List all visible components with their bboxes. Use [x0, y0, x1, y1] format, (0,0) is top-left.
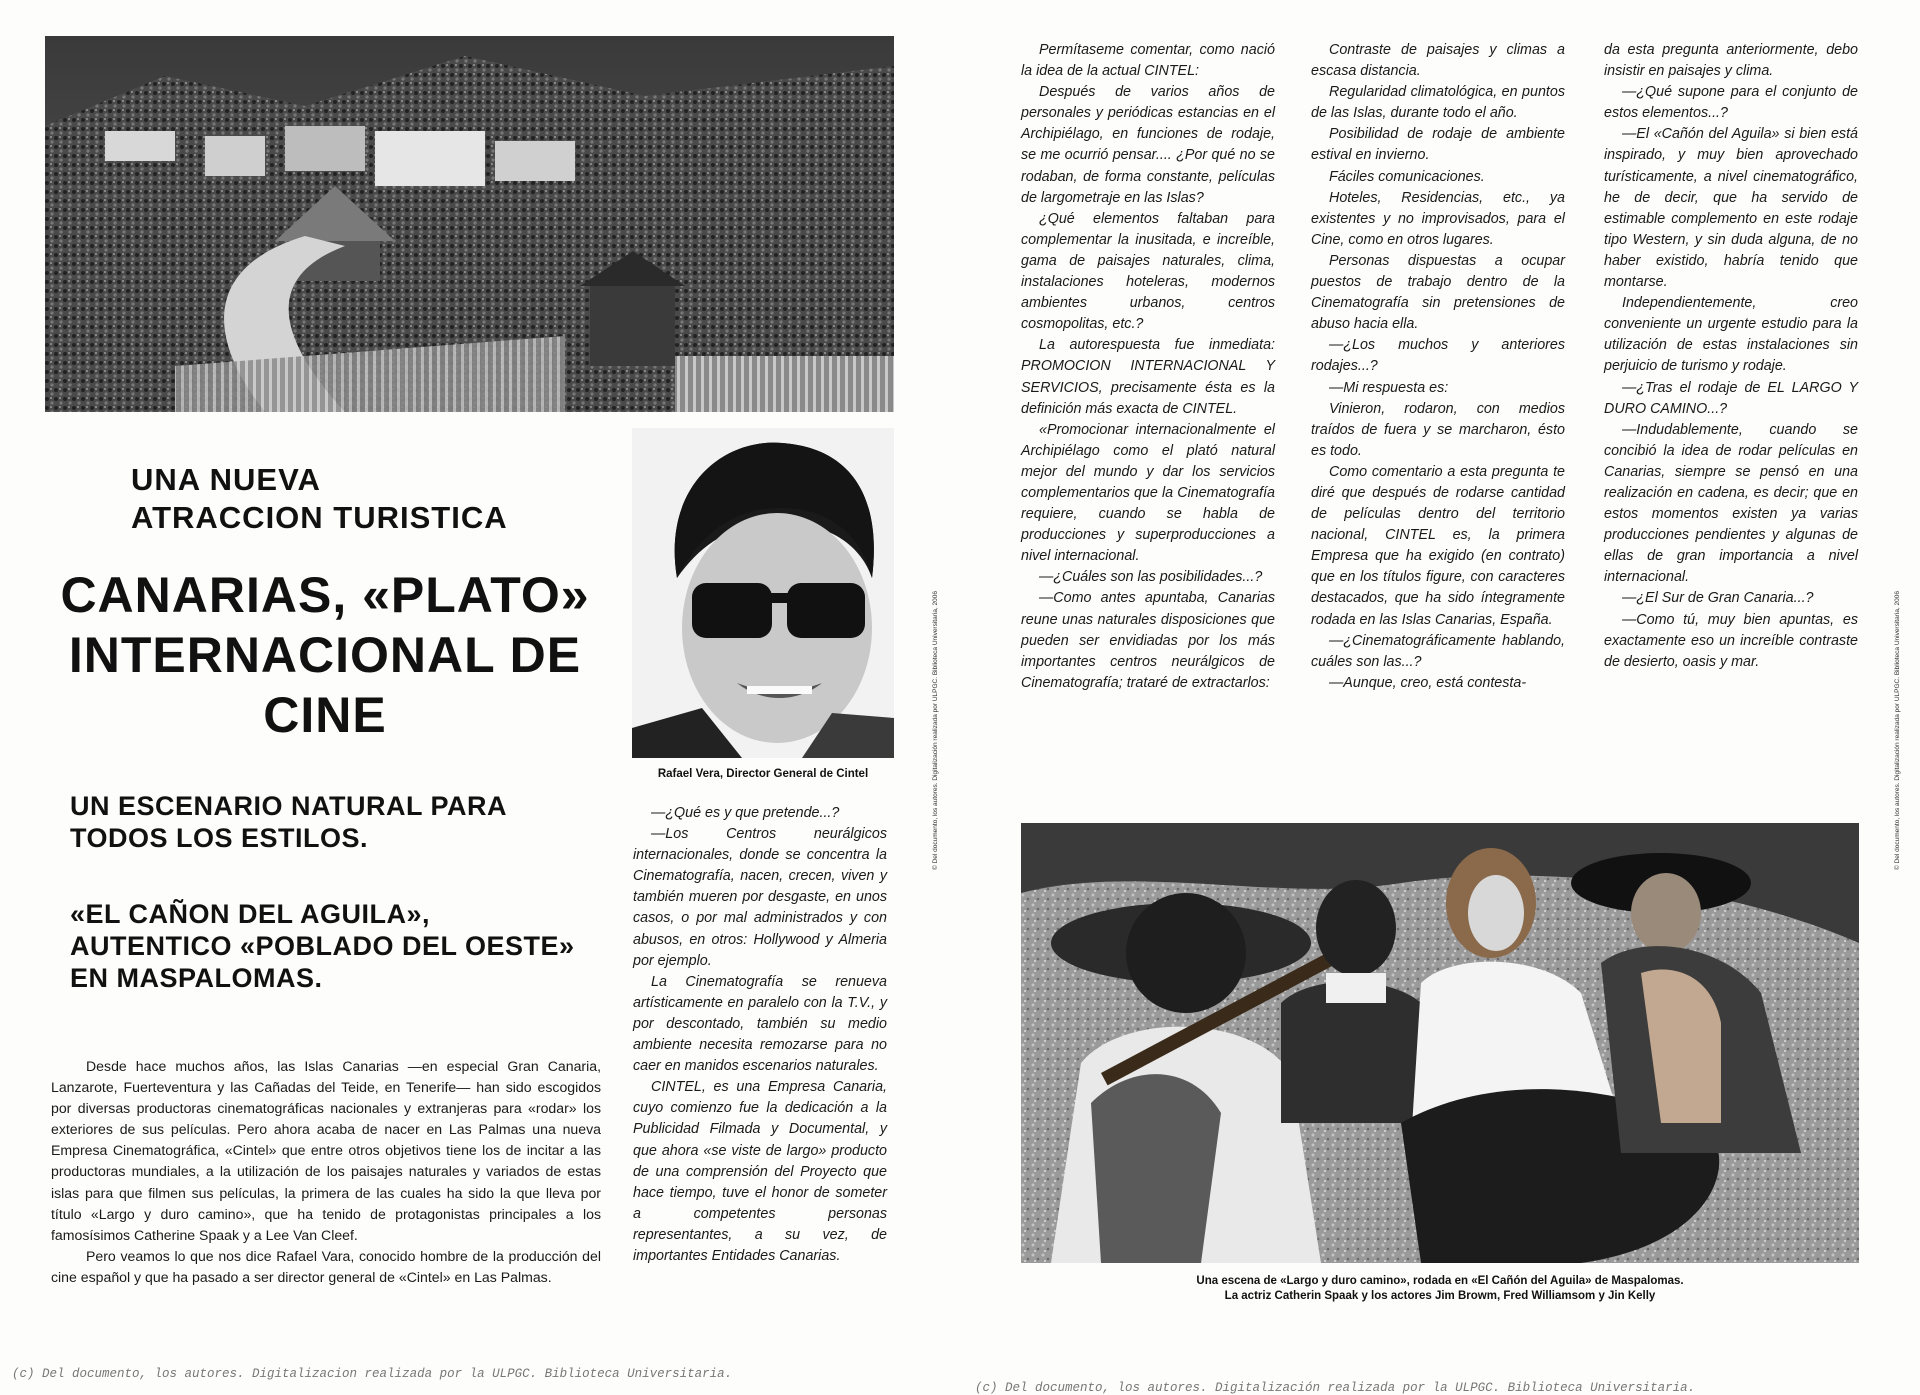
subtitle-2 — [70, 898, 610, 994]
kicker — [131, 461, 571, 537]
caption-line: Una escena de «Largo y duro camino», rodada en «El Cañón del Aguila» de Maspalomas. — [1196, 1275, 1684, 1287]
kicker-line: ATRACCION TURISTICA — [131, 500, 508, 535]
subtitle-line: «EL CAÑON DEL AGUILA», — [70, 899, 431, 929]
title-line: CINE — [263, 687, 387, 743]
portrait-caption: Rafael Vera, Director General de Cintel — [657, 768, 869, 780]
interview-column-2 — [1021, 40, 1275, 694]
interview-paragraph: —Como antes apuntaba, Canarias reune unas naturales disposiciones que pueden ser envidiadas por los más importantes centros neurálgicos de Cinematografía; trataré de extractarlos: — [1021, 590, 1275, 691]
film-scene-photo — [1021, 823, 1859, 1263]
interview-paragraph: «Promocionar internacionalmente el Archipiélago como el plató natural mejor del mundo y dar los servicios complementarios que la Cinematografía requiere, cuando se habla de producciones y superproducciones a nivel internacional. — [1021, 421, 1275, 565]
interview-paragraph: —¿Los muchos y anteriores rodajes...? — [1311, 337, 1565, 375]
interview-column-1 — [633, 803, 887, 1267]
title-line: INTERNACIONAL DE — [68, 627, 582, 683]
interview-paragraph: —Mi respuesta es: — [1329, 379, 1449, 396]
caption-line: La actriz Catherin Spaak y los actores Jim Browm, Fred Williamsom y Jin Kelly — [1224, 1290, 1656, 1302]
interview-paragraph: —¿Cinematográficamente hablando, cuáles son las...? — [1311, 632, 1565, 670]
subtitle-line: AUTENTICO «POBLADO DEL OESTE» — [70, 931, 575, 961]
interview-paragraph: Independientemente, creo conveniente un urgente estudio para la utilización de estas instalaciones sin perjuicio de turismo y rodaje. — [1604, 295, 1858, 375]
interview-paragraph: —Aunque, creo, está contesta- — [1329, 674, 1527, 691]
interview-paragraph: —El «Cañón del Aguila» si bien está inspirado, y muy bien aprovechado turísticamente, a nivel cinematográfico, he de decir, que ha servido de estimable complemento en este rodaje tipo Western, y sin duda alguna, de no haber existido, habría tenido que montarse. — [1604, 126, 1858, 291]
interview-paragraph: Posibilidad de rodaje de ambiente estival en invierno. — [1311, 126, 1565, 164]
interview-paragraph: Como comentario a esta pregunta te diré que después de rodarse cantidad de películas dentro del territorio nacional, CINTEL es, la primera Empresa que ha exigido (en contrato) que en los títulos figure, con caracteres destacados, que ha sido íntegramente rodada en las Islas Canarias, España. — [1311, 463, 1565, 628]
interview-paragraph: Hoteles, Residencias, etc., ya existentes y no improvisados, para el Cine, como en otros lugares. — [1311, 189, 1565, 248]
interview-paragraph: —¿Tras el rodaje de EL LARGO Y DURO CAMINO...? — [1604, 379, 1858, 417]
interview-paragraph: CINTEL, es una Empresa Canaria, cuyo comienzo fue la dedicación a la Publicidad Filmada y Documental, y que ahora «se viste de largo» producto de una comprensión del Proyecto que hace tiempo, tuve el honor de someter a competentes personas representantes, a su vez, de importantes Entidades Canarias. — [633, 1079, 887, 1264]
interview-paragraph: —Los Centros neurálgicos internacionales, donde se concentra la Cinematografía, nacen, crecen, viven y también mueren por desgaste, en unos casos, o por mal administrados y con abusos, en otros: Hollywood y Almeria por ejemplo. — [633, 826, 887, 969]
interview-paragraph: ¿Qué elementos faltaban para complementar la inusitada, e increíble, gama de paisajes naturales, clima, instalaciones hoteleras, modernos ambientes urbanos, centros cosmopolitas, etc.? — [1021, 210, 1275, 333]
kicker-line: UNA NUEVA — [131, 462, 321, 497]
footer-copyright-left: (c) Del documento, los autores. Digitalizacion realizada por la ULPGC. Biblioteca Universitaria. — [12, 1367, 733, 1381]
interview-paragraph: Contraste de paisajes y climas a escasa distancia. — [1311, 42, 1565, 80]
interview-paragraph: Fáciles comunicaciones. — [1329, 168, 1485, 185]
interview-paragraph: La autorespuesta fue inmediata: PROMOCION INTERNACIONAL Y SERVICIOS, precisamente ésta es la definición más exacta de CINTEL. — [1021, 337, 1275, 417]
interview-paragraph: —¿Qué es y que pretende...? — [651, 805, 840, 821]
interview-paragraph: Vinieron, rodaron, con medios traídos de fuera y se marcharon, ésto es todo. — [1311, 400, 1565, 459]
subtitle-line: UN ESCENARIO NATURAL PARA — [70, 791, 508, 821]
intro-paragraph: Pero veamos lo que nos dice Rafael Vara, conocido hombre de la producción del cine español y que ha pasado a ser director general de «Cintel» en Las Palmas. — [51, 1247, 601, 1285]
title-line: CANARIAS, «PLATO» — [60, 567, 590, 623]
interview-paragraph: —¿Qué supone para el conjunto de estos elementos...? — [1604, 84, 1858, 122]
interview-paragraph: da esta pregunta anteriormente, debo insistir en paisajes y clima. — [1604, 42, 1858, 80]
interview-paragraph: Personas dispuestas a ocupar puestos de trabajo dentro de la Cinematografía sin pretensiones de abuso hacia ella. — [1311, 252, 1565, 333]
subtitle-1 — [70, 790, 590, 854]
main-title — [30, 565, 620, 745]
interview-paragraph: Regularidad climatológica, en puntos de las Islas, durante todo el año. — [1311, 84, 1565, 122]
subtitle-line: EN MASPALOMAS. — [70, 963, 323, 993]
interview-paragraph: —¿El Sur de Gran Canaria...? — [1622, 590, 1814, 607]
subtitle-line: TODOS LOS ESTILOS. — [70, 823, 369, 853]
interview-column-3 — [1311, 40, 1565, 694]
interview-paragraph: —Como tú, muy bien apuntas, es exactamente eso un increíble contraste de desierto, oasis y mar. — [1604, 611, 1858, 670]
interview-paragraph: —¿Cuáles son las posibilidades...? — [1039, 569, 1263, 586]
interview-paragraph: La Cinematografía se renueva artísticamente en paralelo con la T.V., y por descontado, también su medio ambiente necesita remozarse para no caer en manidos escenarios naturales. — [633, 973, 887, 1075]
footer-copyright-right: (c) Del documento, los autores. Digitalización realizada por la ULPGC. Biblioteca Universitaria. — [975, 1381, 1696, 1395]
vertical-copyright-left: © Del documento, los autores. Digitalización realizada por ULPGC. Biblioteca Universitaria, 2006 — [932, 590, 939, 870]
intro-paragraph: Desde hace muchos años, las Islas Canarias —en especial Gran Canaria, Lanzarote, Fuerteventura y las Cañadas del Teide, en Tenerife— han sido escogidos por diversas productoras cinematográficas nacionales y extranjeras para «rodar» los exteriores de sus películas. Pero ahora acaba de nacer en Las Palmas una nueva Empresa Cinematográfica, «Cintel» que entre otros objetivos tiene los de incitar a las productoras mundiales, a la utilización de los paisajes naturales y variados de estas islas para que filmen sus películas, la primera de las cuales ha sido la que lleva por título «Largo y duro camino», que ha tenido de protagonistas principales a los famosísimos Catherine Spaak y a Lee Van Cleef. — [51, 1058, 601, 1243]
intro-text — [51, 1056, 601, 1288]
portrait-photo — [632, 428, 894, 758]
western-town-photo — [45, 36, 894, 412]
interview-column-4 — [1604, 40, 1858, 673]
interview-paragraph: Después de varios años de personales y periódicas estancias en el Archipiélago, en funciones de rodaje, se me ocurrió pensar.... ¿Por qué no se rodaban, de forma constante, películas de largometraje en las Islas? — [1021, 84, 1275, 206]
interview-paragraph: —Indudablemente, cuando se concibió la idea de rodar películas en Canarias, siempre se pensó en una realización en cadena, es decir; que en estos momentos existen ya varias producciones pendientes y algunas de ellas de gran importancia a nivel internacional. — [1604, 421, 1858, 586]
film-photo-caption — [1021, 1274, 1859, 1304]
interview-paragraph: Permítaseme comentar, como nació la idea de la actual CINTEL: — [1021, 42, 1275, 80]
vertical-copyright-right: © Del documento, los autores. Digitalización realizada por ULPGC. Biblioteca Universitaria, 2006 — [1894, 590, 1901, 870]
